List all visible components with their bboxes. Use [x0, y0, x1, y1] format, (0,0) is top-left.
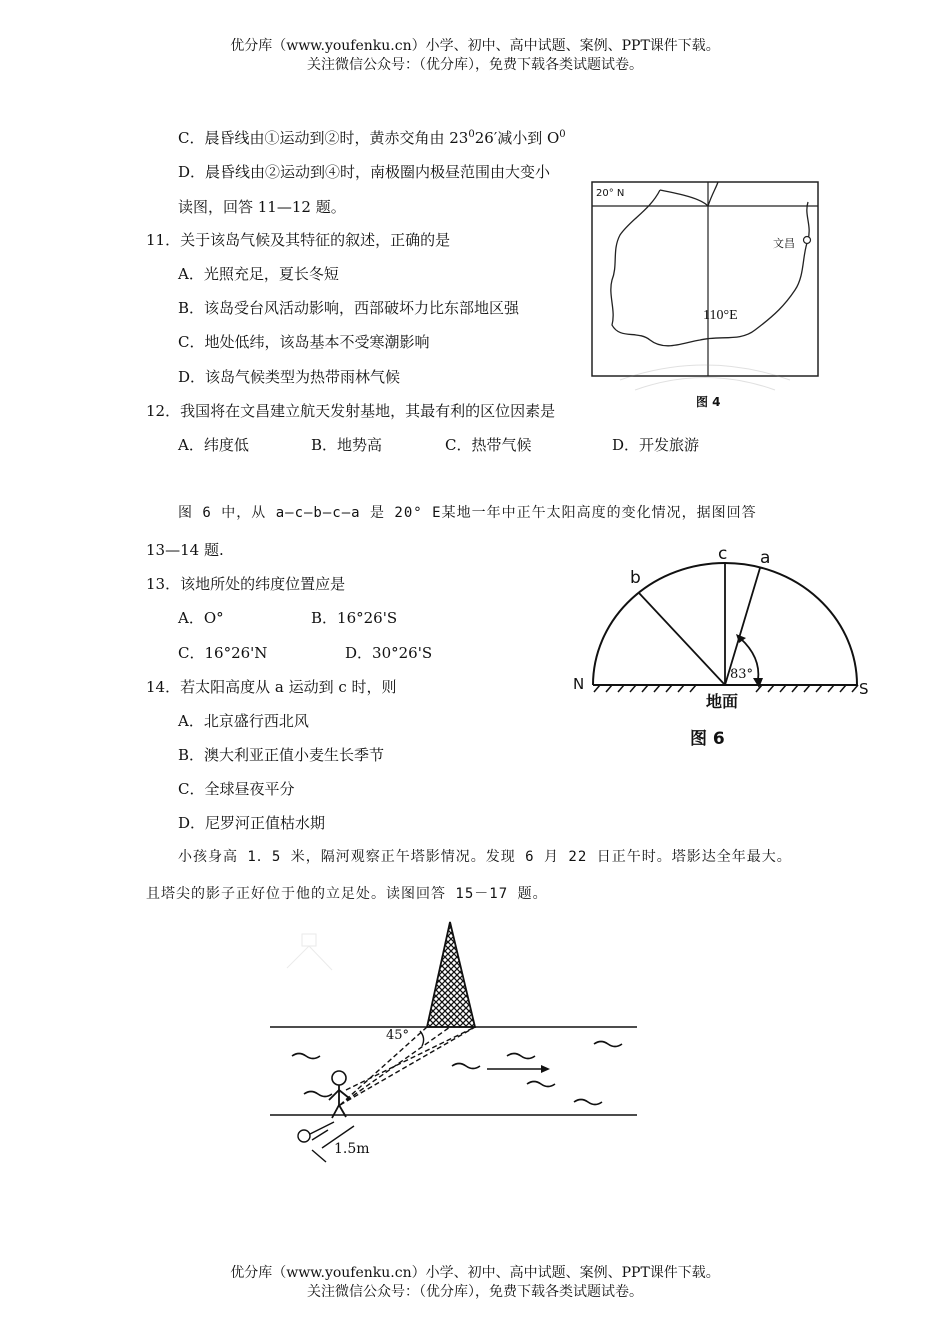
- q14-option-d: D．尼罗河正值枯水期: [178, 814, 326, 832]
- q14-option-a: A．北京盛行西北风: [178, 712, 309, 730]
- figure-6-ground-label: 地面: [706, 692, 739, 711]
- footer-line-1: 优分库（www.youfenku.cn）小学、初中、高中试题、案例、PPT课件下载。: [230, 1265, 720, 1281]
- q11-option-a: A．光照充足，夏长冬短: [178, 265, 339, 283]
- figure-tower-shadow: [262, 918, 662, 1168]
- q14-option-c: C．全球昼夜平分: [178, 780, 295, 798]
- q11-12-intro: 读图，回答 11—12 题。: [178, 198, 346, 216]
- figure-4-city-label: 文昌: [773, 237, 795, 250]
- figure-6-label-s: S: [859, 680, 869, 698]
- q12-option-c: C．热带气候: [445, 436, 532, 454]
- figure-tower-height-label: 1.5m: [334, 1141, 370, 1157]
- q12-option-b: B．地势高: [311, 436, 383, 454]
- figure-4-longitude: 110°E: [703, 308, 738, 323]
- figure-6-label-c: c: [718, 544, 728, 564]
- q13-option-b: B．16°26'S: [311, 609, 398, 627]
- header-line-1: 优分库（www.youfenku.cn）小学、初中、高中试题、案例、PPT课件下载。: [230, 38, 720, 54]
- figure-tower-angle: 45°: [386, 1028, 410, 1043]
- figure-6-caption: 图 6: [690, 729, 725, 749]
- q13-14-intro-2: 13—14 题.: [146, 541, 224, 559]
- q14-stem: 14．若太阳高度从 a 运动到 c 时，则: [146, 678, 397, 696]
- q11-option-c: C．地处低纬，该岛基本不受寒潮影响: [178, 333, 430, 351]
- prev-option-c: C．晨昏线由①运动到②时，黄赤交角由 $23^026'$减小到 $O^0$: [178, 129, 566, 147]
- header-line-2: 关注微信公众号：（优分库），免费下载各类试题试卷。: [307, 57, 643, 73]
- q13-14-intro-1: 图 6 中，从 a—c—b—c—a 是 20° E某地一年中正午太阳高度的变化情况，据图回答: [178, 505, 757, 521]
- figure-6-label-b: b: [630, 568, 641, 588]
- figure-6-angle: 83°: [730, 667, 754, 682]
- footer-line-2: 关注微信公众号：（优分库），免费下载各类试题试卷。: [307, 1284, 643, 1300]
- q11-stem: 11．关于该岛气候及其特征的叙述，正确的是: [146, 231, 451, 249]
- q13-option-c: C．16°26'N: [178, 644, 268, 662]
- q12-stem: 12．我国将在文昌建立航天发射基地，其最有利的区位因素是: [146, 402, 556, 420]
- prev-option-d: D．晨昏线由②运动到④时，南极圈内极昼范围由大变小: [178, 163, 551, 181]
- q15-17-intro-1: 小孩身高 1．5 米，隔河观察正午塔影情况。发现 6 月 22 日正午时。塔影达全年最大。: [178, 849, 792, 865]
- q13-option-a: A．O°: [178, 609, 224, 627]
- figure-6-label-n: N: [573, 675, 585, 693]
- figure-4-latitude: 20° N: [596, 188, 625, 199]
- q13-stem: 13．该地所处的纬度位置应是: [146, 575, 346, 593]
- q13-option-d: D．30°26'S: [345, 644, 433, 662]
- q11-option-b: B．该岛受台风活动影响，西部破坏力比东部地区强: [178, 299, 520, 317]
- q11-option-d: D．该岛气候类型为热带雨林气候: [178, 368, 401, 386]
- q12-option-a: A．纬度低: [178, 436, 249, 454]
- figure-6-solar-altitude: [568, 542, 878, 752]
- figure-4-caption: 图 4: [696, 395, 721, 409]
- figure-6-label-a: a: [760, 548, 771, 568]
- q15-17-intro-2: 且塔尖的影子正好位于他的立足处。读图回答 15－17 题。: [146, 886, 548, 902]
- q12-option-d: D．开发旅游: [612, 436, 700, 454]
- figure-4-map: [590, 180, 826, 412]
- q14-option-b: B．澳大利亚正值小麦生长季节: [178, 746, 385, 764]
